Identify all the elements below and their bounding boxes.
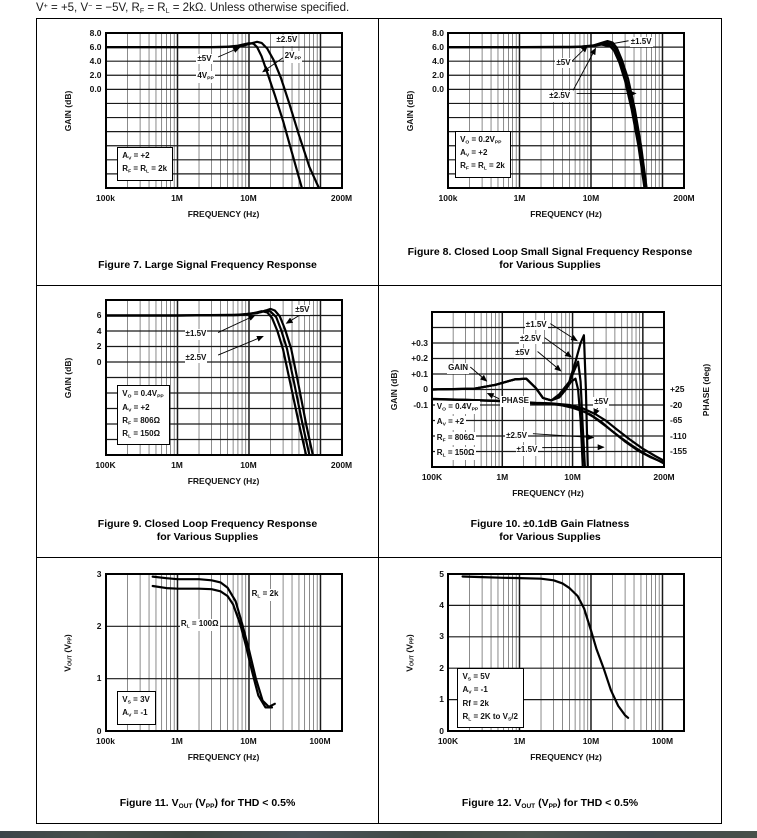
annotation-arrow [218,336,263,355]
x-tick-label: 100k [438,193,458,203]
y-tick-label: 4.0 [432,55,444,66]
curve-annotation: ±2.5V [276,35,298,45]
x-tick-label: 200M [330,460,353,470]
x-tick-label: 100M [651,736,674,746]
x-tick-label: 10M [582,193,600,203]
figure-9-cell [37,286,379,558]
caption-line: for Various Supplies [156,531,259,544]
figure-7-chart: 8.0 6.0 4.0 2.0 0.0 100k 1M 10M 200M FREQUENCY (Hz) GAIN (dB) ±5V 4VPP ±2.5V 2VPP AV = +2 RF = RL = 2k [58,27,358,232]
curve-annotation: RL = 2k [251,588,279,600]
y-tick-label: 0 [423,384,428,394]
phase-tick-label: -65 [670,415,683,425]
x-tick-label: 100K [421,472,443,482]
x-axis-label: FREQUENCY (Hz) [512,488,584,498]
x-axis-label: FREQUENCY (Hz) [187,476,260,486]
curve-annotation: ±5V [295,304,310,314]
x-tick-label: 1M [496,472,509,482]
y-tick-label: 1 [439,694,444,705]
curve-annotation: PHASE [501,396,529,406]
conditions-inset [457,668,523,728]
conditions-note: V+ = +5, V− = −5V, RF = RL = 2kΩ. Unless otherwise specified. [36,2,350,16]
y-tick-label: 6 [96,310,102,320]
x-tick-label: 1M [513,736,526,746]
inset-line: AV = +2 [460,147,488,159]
y-tick-label: +0.3 [411,337,428,348]
y-tick-label: -0.1 [413,399,428,410]
figure-9-chart: 6 4 2 0 100K 1M 10M 200M FREQUENCY (Hz) GAIN (dB) ±5V ±1.5V ±2.5V VO = 0.4VPP AV = +2 RF = 806Ω RL = 150Ω [58,294,358,499]
curve-annotation: ±2.5V [520,333,541,343]
inset-line: RL = 2K to VS/2 [462,711,518,722]
inset-line: VO = 0.4VPP [122,389,164,400]
y-tick-label: +0.2 [411,353,428,363]
y-tick-label: 2 [96,341,102,351]
caption-line: for Various Supplies [499,531,601,544]
figure-11-cell [37,558,379,823]
inset-line: VO = 0.2VPP [460,134,502,146]
inset-line: AV = +2 [436,417,465,428]
figure-7-cell [37,19,379,286]
figure-8-chart: 8.0 6.0 4.0 2.0 0.0 100k 1M 10M 200M FREQUENCY (Hz) GAIN (dB) ±1.5V ±5V ±2.5V VO = 0.2VPP AV = +2 RF = RL = 2k [400,27,700,232]
curve-annotation: ±5V [515,347,530,357]
curve-annotation: ±2.5V [549,91,571,101]
inset-line: VS = 3V [122,694,150,706]
figure-8-cell [379,19,721,286]
figure-10-chart: +0.3 +0.2 +0.1 0 -0.1 +25 -20 -65 -110 -155 100K 1M 10M 200M FREQUENCY (Hz) GAIN (dB) PHASE (deg) ±1.5V ±2.5V ±5V GAIN PHASE ±5V ±2.5V ±1.5V VO = 0.4VPP AV = +2 RF = 806Ω RL = 150Ω [384,306,716,511]
y-tick-label: 5 [439,568,444,579]
inset-line: AV = -1 [122,708,148,719]
curve-annotation: ±2.5V [185,352,207,362]
inset-line: AV = -1 [462,685,488,696]
caption-line: Figure 8. Closed Loop Small Signal Frequency Response [407,245,693,258]
annotation-arrow [218,48,239,57]
x-tick-label: 100k [96,736,115,746]
y-tick-label: 0.0 [89,83,102,94]
y-tick-label: +0.1 [411,368,428,379]
conditions-inset [435,401,480,462]
conditions-inset [117,691,156,725]
annotation-arrow [545,338,572,357]
curve-annotation: ±5V [594,397,609,407]
inset-line: AV = +2 [122,402,150,413]
caption-line: for Various Supplies [499,259,601,272]
figure-7-caption [47,259,368,273]
figure-10-caption [389,518,710,545]
y-tick-label: 1 [96,673,102,684]
y-tick-label: 8.0 [89,27,102,38]
inset-line: RF = RL = 2k [122,164,168,175]
conditions-inset [455,131,511,178]
phase-tick-label: -110 [670,430,687,441]
x-axis-label: FREQUENCY (Hz) [187,752,260,762]
y-tick-label: 2 [96,620,102,631]
x-axis-label: FREQUENCY (Hz) [530,209,602,219]
x-tick-label: 100M [309,736,331,746]
curve-annotation: ±1.5V [525,319,547,329]
x-axis-label: FREQUENCY (Hz) [530,752,602,762]
y-tick-label: 0 [439,725,444,736]
x-tick-label: 10M [240,193,257,203]
inset-line: VS = 5V [462,672,490,683]
y-tick-label: 4 [96,325,102,336]
curve-annotation: ±1.5V [630,36,652,46]
y-tick-label: 2.0 [89,69,102,80]
curve-annotation: RL = 100Ω [180,618,219,630]
x-tick-label: 1M [171,736,183,746]
inset-line: AV = +2 [122,150,150,162]
phase-tick-label: -155 [670,446,688,456]
y-tick-label: 2 [439,662,444,673]
inset-line: RF = RL = 2k [460,161,505,172]
y-tick-label: 0.0 [432,83,444,94]
x-tick-label: 1M [171,460,183,470]
caption-line: Figure 10. ±0.1dB Gain Flatness [470,517,630,530]
y-tick-label: 6.0 [432,41,444,52]
x-tick-label: 100k [96,193,115,203]
inset-line: Rf = 2k [462,698,489,708]
x-tick-label: 1M [513,193,526,203]
y-tick-label: 8.0 [432,27,444,38]
y-tick-label: 4.0 [89,55,102,66]
y-tick-label: 3 [96,568,102,579]
phase-tick-label: +25 [670,384,685,394]
curve-annotation: ±5V [556,57,571,67]
phase-tick-label: -20 [670,399,683,410]
x-tick-label: 200M [673,193,695,203]
inset-line: RL = 150Ω [436,448,475,459]
caption-line: Figure 9. Closed Loop Frequency Response [97,517,318,530]
caption-line: Figure 11. VOUT (VPP) for THD < 0.5% [119,796,296,810]
curve-annotation: ±1.5V [185,329,207,339]
x-tick-label: 200M [653,472,675,482]
inset-line: RF = 806Ω [122,415,160,427]
curve-annotation: ±5V [197,53,212,63]
curve-annotation: ±1.5V [516,445,538,455]
caption-line: Figure 12. VOUT (VPP) for THD < 0.5% [461,796,639,810]
conditions-inset [117,385,169,445]
figure-10-cell [379,286,721,558]
curve-annotation: GAIN [448,363,469,373]
curve-annotation: ±2.5V [506,431,527,441]
y-tick-label: 0 [96,356,102,367]
curve-annotation: 2VPP [284,50,302,62]
page-bottom-band [0,831,757,838]
x-tick-label: 200M [330,193,353,203]
x-tick-label: 100K [95,460,116,470]
y-tick-label: 6.0 [89,41,102,52]
figures-table [36,18,722,824]
x-tick-label: 100K [437,736,459,746]
figure-12-cell [379,558,721,823]
x-tick-label: 10M [240,736,257,746]
caption-line: Figure 7. Large Signal Frequency Response [98,259,317,272]
figure-11-chart: 3 2 1 0 100k 1M 10M 100M FREQUENCY (Hz) VOUT (VPP) RL = 2k RL = 100Ω VS = 3V AV = -1 [58,568,358,775]
x-tick-label: 10M [582,736,600,746]
figure-11-caption [47,797,368,811]
figure-12-caption [389,797,710,811]
conditions-inset [117,147,173,181]
y-tick-label: 4 [439,599,444,610]
x-tick-label: 10M [564,472,581,482]
inset-line: VO = 0.4VPP [436,402,479,413]
inset-line: RL = 150Ω [122,429,160,440]
y-tick-label: 0 [96,725,102,736]
x-tick-label: 10M [240,460,257,470]
y-tick-label: 2.0 [432,69,444,80]
x-tick-label: 1M [171,193,183,203]
x-axis-label: FREQUENCY (Hz) [187,209,260,219]
y-tick-label: 3 [439,631,444,642]
inset-line: RF = 806Ω [436,432,475,444]
figure-12-chart: 5 4 3 2 1 0 100K 1M 10M 100M FREQUENCY (Hz) VOUT (VPP) VS = 5V AV = -1 Rf = 2k RL = 2K to VS/2 [400,568,700,775]
annotation-arrow [488,393,500,398]
curve-annotation: 4VPP [197,70,214,82]
figure-8-caption [389,246,710,273]
figure-9-caption [47,518,368,545]
